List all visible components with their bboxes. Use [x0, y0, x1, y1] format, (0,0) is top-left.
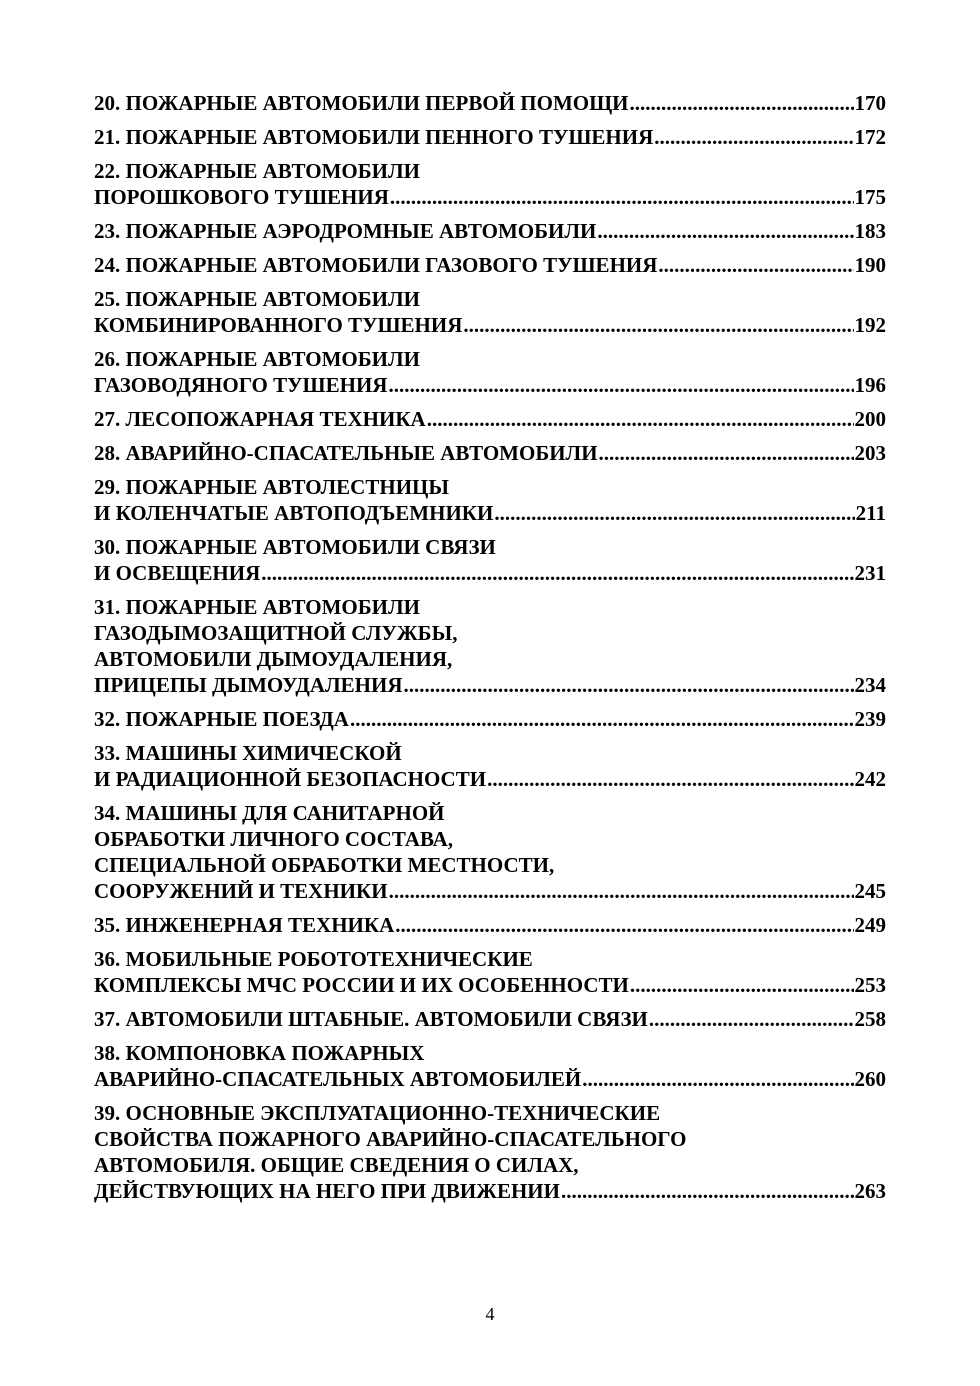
toc-entry-title: 21. ПОЖАРНЫЕ АВТОМОБИЛИ ПЕННОГО ТУШЕНИЯ	[94, 125, 654, 149]
toc-entry-line	[94, 286, 886, 312]
toc-entry-line	[94, 740, 886, 766]
toc-entry-line	[94, 252, 886, 278]
toc-entry-title: ГАЗОВОДЯНОГО ТУШЕНИЯ	[94, 373, 388, 397]
toc-entry-page: 260	[854, 1067, 886, 1091]
toc-entry-title: СООРУЖЕНИЙ И ТЕХНИКИ	[94, 879, 388, 903]
toc-entry-page: 234	[854, 673, 886, 697]
toc-entry-line	[94, 312, 886, 338]
dot-leader	[649, 1006, 854, 1032]
toc-entry-page: 253	[854, 973, 886, 997]
toc-entry-title: 33. МАШИНЫ ХИМИЧЕСКОЙ	[94, 741, 402, 765]
dot-leader	[395, 912, 853, 938]
toc-entry[interactable]	[94, 1100, 886, 1204]
toc-entry-title: КОМПЛЕКСЫ МЧС РОССИИ И ИХ ОСОБЕННОСТИ	[94, 973, 629, 997]
toc-entry[interactable]	[94, 440, 886, 466]
toc-entry-title: СВОЙСТВА ПОЖАРНОГО АВАРИЙНО-СПАСАТЕЛЬНОГО	[94, 1127, 687, 1151]
toc-entry[interactable]	[94, 252, 886, 278]
toc-entry[interactable]	[94, 1006, 886, 1032]
toc-entry-page: 245	[854, 879, 886, 903]
toc-entry-title: 28. АВАРИЙНО-СПАСАТЕЛЬНЫЕ АВТОМОБИЛИ	[94, 441, 598, 465]
toc-entry-line	[94, 766, 886, 792]
table-of-contents	[94, 90, 886, 1212]
toc-entry-title: 30. ПОЖАРНЫЕ АВТОМОБИЛИ СВЯЗИ	[94, 535, 496, 559]
toc-entry-page: 183	[854, 219, 886, 243]
toc-entry-title: АВАРИЙНО-СПАСАТЕЛЬНЫХ АВТОМОБИЛЕЙ	[94, 1067, 582, 1091]
toc-entry-page: 249	[854, 913, 886, 937]
toc-entry-line	[94, 1178, 886, 1204]
toc-entry[interactable]	[94, 124, 886, 150]
toc-entry-title: ПРИЦЕПЫ ДЫМОУДАЛЕНИЯ	[94, 673, 403, 697]
toc-entry-line	[94, 800, 886, 826]
toc-entry-title: 37. АВТОМОБИЛИ ШТАБНЫЕ. АВТОМОБИЛИ СВЯЗИ	[94, 1007, 648, 1031]
toc-entry-line	[94, 184, 886, 210]
toc-entry-page: 190	[854, 253, 886, 277]
toc-entry[interactable]	[94, 218, 886, 244]
dot-leader	[582, 1066, 853, 1092]
toc-entry-line	[94, 1066, 886, 1092]
toc-entry-line	[94, 878, 886, 904]
toc-entry-line	[94, 594, 886, 620]
toc-entry-line	[94, 852, 886, 878]
toc-entry-page: 231	[854, 561, 886, 585]
dot-leader	[463, 312, 853, 338]
toc-entry[interactable]	[94, 800, 886, 904]
toc-entry-line	[94, 1040, 886, 1066]
toc-entry-line	[94, 158, 886, 184]
toc-entry-line	[94, 912, 886, 938]
toc-entry-line	[94, 500, 886, 526]
toc-entry-page: 175	[854, 185, 886, 209]
toc-entry-title: 29. ПОЖАРНЫЕ АВТОЛЕСТНИЦЫ	[94, 475, 449, 499]
dot-leader	[390, 184, 854, 210]
toc-entry-page: 258	[854, 1007, 886, 1031]
toc-entry[interactable]	[94, 594, 886, 698]
dot-leader	[654, 124, 853, 150]
toc-entry-line	[94, 560, 886, 586]
toc-entry-line	[94, 1100, 886, 1126]
toc-entry-title: 39. ОСНОВНЫЕ ЭКСПЛУАТАЦИОННО-ТЕХНИЧЕСКИЕ	[94, 1101, 661, 1125]
toc-entry-title: СПЕЦИАЛЬНОЙ ОБРАБОТКИ МЕСТНОСТИ,	[94, 853, 555, 877]
toc-entry-page: 172	[854, 125, 886, 149]
toc-entry[interactable]	[94, 534, 886, 586]
toc-entry[interactable]	[94, 286, 886, 338]
toc-entry-line	[94, 1126, 886, 1152]
toc-entry-page: 239	[854, 707, 886, 731]
dot-leader	[494, 500, 854, 526]
dot-leader	[630, 90, 854, 116]
toc-entry-title: И КОЛЕНЧАТЫЕ АВТОПОДЪЕМНИКИ	[94, 501, 494, 525]
toc-entry-title: 27. ЛЕСОПОЖАРНАЯ ТЕХНИКА	[94, 407, 426, 431]
toc-entry-title: 31. ПОЖАРНЫЕ АВТОМОБИЛИ	[94, 595, 420, 619]
toc-entry-line	[94, 672, 886, 698]
dot-leader	[487, 766, 853, 792]
toc-entry-line	[94, 706, 886, 732]
toc-entry-title: 20. ПОЖАРНЫЕ АВТОМОБИЛИ ПЕРВОЙ ПОМОЩИ	[94, 91, 629, 115]
dot-leader	[658, 252, 853, 278]
toc-entry-title: ДЕЙСТВУЮЩИХ НА НЕГО ПРИ ДВИЖЕНИИ	[94, 1179, 560, 1203]
toc-entry[interactable]	[94, 158, 886, 210]
toc-entry-title: ПОРОШКОВОГО ТУШЕНИЯ	[94, 185, 389, 209]
toc-entry-title: 23. ПОЖАРНЫЕ АЭРОДРОМНЫЕ АВТОМОБИЛИ	[94, 219, 597, 243]
toc-entry-title: И РАДИАЦИОННОЙ БЕЗОПАСНОСТИ	[94, 767, 487, 791]
toc-entry-line	[94, 124, 886, 150]
dot-leader	[427, 406, 854, 432]
dot-leader	[261, 560, 853, 586]
toc-entry-title: ОБРАБОТКИ ЛИЧНОГО СОСТАВА,	[94, 827, 454, 851]
toc-entry-title: И ОСВЕЩЕНИЯ	[94, 561, 261, 585]
toc-entry-line	[94, 474, 886, 500]
toc-entry[interactable]	[94, 912, 886, 938]
toc-entry-title: 25. ПОЖАРНЫЕ АВТОМОБИЛИ	[94, 287, 420, 311]
toc-entry-title: 24. ПОЖАРНЫЕ АВТОМОБИЛИ ГАЗОВОГО ТУШЕНИЯ	[94, 253, 658, 277]
toc-entry[interactable]	[94, 946, 886, 998]
toc-entry-title: АВТОМОБИЛЯ. ОБЩИЕ СВЕДЕНИЯ О СИЛАХ,	[94, 1153, 579, 1177]
toc-entry-line	[94, 372, 886, 398]
toc-entry[interactable]	[94, 740, 886, 792]
dot-leader	[597, 218, 853, 244]
toc-entry-line	[94, 972, 886, 998]
toc-entry-page: 242	[854, 767, 886, 791]
toc-entry[interactable]	[94, 1040, 886, 1092]
dot-leader	[389, 878, 854, 904]
dot-leader	[599, 440, 854, 466]
dot-leader	[350, 706, 854, 732]
toc-entry-line	[94, 406, 886, 432]
toc-entry-line	[94, 620, 886, 646]
toc-entry-page: 192	[854, 313, 886, 337]
page-number: 4	[485, 1304, 495, 1324]
toc-entry-page: 263	[854, 1179, 886, 1203]
toc-entry-line	[94, 946, 886, 972]
toc-entry-title: 22. ПОЖАРНЫЕ АВТОМОБИЛИ	[94, 159, 420, 183]
toc-entry[interactable]	[94, 474, 886, 526]
toc-entry-title: 32. ПОЖАРНЫЕ ПОЕЗДА	[94, 707, 349, 731]
toc-entry-title: 26. ПОЖАРНЫЕ АВТОМОБИЛИ	[94, 347, 420, 371]
toc-entry-line	[94, 1152, 886, 1178]
toc-entry-title: АВТОМОБИЛИ ДЫМОУДАЛЕНИЯ,	[94, 647, 453, 671]
toc-entry[interactable]	[94, 706, 886, 732]
toc-entry-title: ГАЗОДЫМОЗАЩИТНОЙ СЛУЖБЫ,	[94, 621, 458, 645]
toc-entry-line	[94, 646, 886, 672]
toc-entry-line	[94, 534, 886, 560]
toc-entry-line	[94, 826, 886, 852]
dot-leader	[403, 672, 853, 698]
toc-entry-line	[94, 440, 886, 466]
toc-entry-title: 34. МАШИНЫ ДЛЯ САНИТАРНОЙ	[94, 801, 445, 825]
toc-entry-line	[94, 218, 886, 244]
toc-entry[interactable]	[94, 90, 886, 116]
toc-entry-page: 200	[854, 407, 886, 431]
dot-leader	[388, 372, 853, 398]
toc-entry-title: 38. КОМПОНОВКА ПОЖАРНЫХ	[94, 1041, 425, 1065]
dot-leader	[630, 972, 854, 998]
toc-entry-page: 203	[854, 441, 886, 465]
toc-entry-line	[94, 90, 886, 116]
toc-entry-page: 211	[855, 501, 886, 525]
dot-leader	[561, 1178, 854, 1204]
toc-entry-title: КОМБИНИРОВАННОГО ТУШЕНИЯ	[94, 313, 463, 337]
toc-entry-page: 170	[854, 91, 886, 115]
toc-entry[interactable]	[94, 406, 886, 432]
toc-entry-page: 196	[854, 373, 886, 397]
toc-entry-title: 36. МОБИЛЬНЫЕ РОБОТОТЕХНИЧЕСКИЕ	[94, 947, 533, 971]
toc-entry-title: 35. ИНЖЕНЕРНАЯ ТЕХНИКА	[94, 913, 395, 937]
toc-entry[interactable]	[94, 346, 886, 398]
toc-entry-line	[94, 346, 886, 372]
toc-entry-line	[94, 1006, 886, 1032]
